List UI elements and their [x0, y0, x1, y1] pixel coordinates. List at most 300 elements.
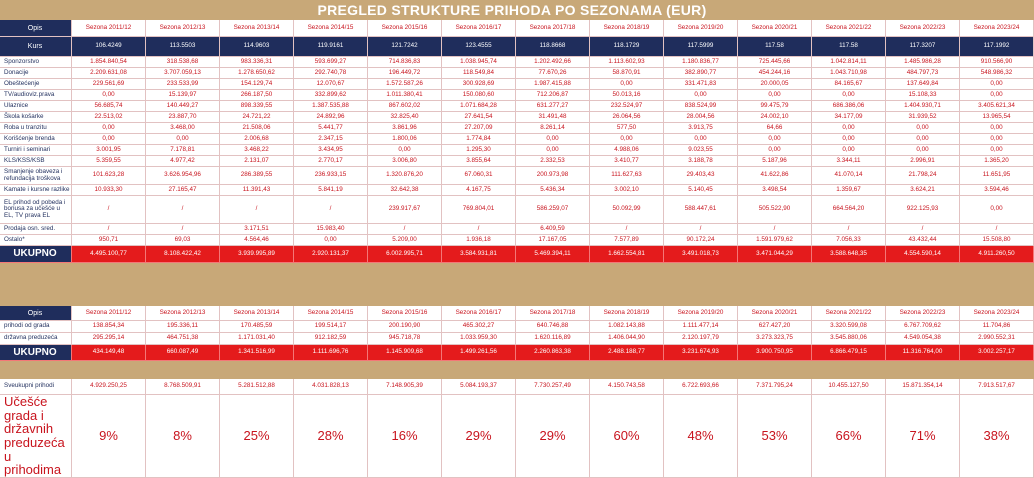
table-cell: 117.3207: [886, 37, 960, 57]
table-cell: 3.002,10: [590, 185, 664, 196]
table-cell: 229.561,69: [72, 79, 146, 90]
table-cell: 1.111.477,14: [664, 321, 738, 333]
table-cell: 67.060,31: [442, 167, 516, 185]
column-header-season: Sezona 2021/22: [812, 20, 886, 37]
column-header-season: Sezona 2012/13: [146, 306, 220, 321]
table-cell: 41.622,86: [738, 167, 812, 185]
table-cell: 5.841,19: [294, 185, 368, 196]
percent-cell: 8%: [146, 395, 220, 478]
table-cell: 34.177,09: [812, 112, 886, 123]
table-cell: 3.001,95: [72, 145, 146, 156]
table-cell: 382.890,77: [664, 68, 738, 79]
table-cell: /: [368, 224, 442, 235]
row-label: Ostalo*: [0, 235, 72, 246]
table-cell: 0,00: [812, 90, 886, 101]
table-cell: 99.475,79: [738, 101, 812, 112]
table-cell: 2.770,17: [294, 156, 368, 167]
sum-cell: 4.554.590,14: [886, 246, 960, 263]
percent-cell: 48%: [664, 395, 738, 478]
table-cell: 464.751,38: [146, 333, 220, 345]
row-label: Donacije: [0, 68, 72, 79]
table-cell: 10.455.127,50: [812, 379, 886, 395]
table-cell: 1.295,30: [442, 145, 516, 156]
sum-cell: 1.662.554,81: [590, 246, 664, 263]
sum-cell: 1.145.909,68: [368, 345, 442, 361]
sum-cell: 3.471.044,29: [738, 246, 812, 263]
table-cell: 0,00: [812, 123, 886, 134]
column-header-opis: Opis: [0, 20, 72, 37]
table-cell: 712.206,87: [516, 90, 590, 101]
sum-cell: 1.341.516,99: [220, 345, 294, 361]
table-cell: 3.320.599,08: [812, 321, 886, 333]
table-cell: 912.182,59: [294, 333, 368, 345]
table-cell: 0,00: [516, 145, 590, 156]
table-cell: 465.302,27: [442, 321, 516, 333]
column-header-season: Sezona 2019/20: [664, 20, 738, 37]
table-cell: 1.033.959,30: [442, 333, 516, 345]
table-cell: 22.513,02: [72, 112, 146, 123]
ukupno-row: [0, 345, 1034, 361]
row-label: KLS/KSS/KSB: [0, 156, 72, 167]
table-cell: 3.006,80: [368, 156, 442, 167]
column-header-season: Sezona 2023/24: [960, 306, 1034, 321]
table-cell: 9.023,55: [664, 145, 738, 156]
table-cell: 31.939,52: [886, 112, 960, 123]
table-cell: 15.108,33: [886, 90, 960, 101]
total-revenue-row: [0, 379, 1034, 395]
table-cell: 867.602,02: [368, 101, 442, 112]
table-cell: 1.365,20: [960, 156, 1034, 167]
table-cell: 7.178,81: [146, 145, 220, 156]
column-header-season: Sezona 2014/15: [294, 306, 368, 321]
table-cell: 3.468,22: [220, 145, 294, 156]
row-label: UKUPNO: [0, 345, 72, 361]
percent-cell: 71%: [886, 395, 960, 478]
row-label: EL prihod od pobeda i bonusa za učešće u EL, TV prava EL: [0, 196, 72, 224]
sum-cell: 3.491.018,73: [664, 246, 738, 263]
table-cell: /: [146, 196, 220, 224]
table-cell: 332.899,62: [294, 90, 368, 101]
sum-cell: 3.231.674,93: [664, 345, 738, 361]
sum-cell: 1.111.696,76: [294, 345, 368, 361]
table-row: [0, 90, 1034, 101]
table-cell: 84.165,67: [812, 79, 886, 90]
column-header-season: Sezona 2019/20: [664, 306, 738, 321]
table-cell: 548.986,32: [960, 68, 1034, 79]
grad-header-row: [0, 306, 1034, 321]
table-cell: 0,00: [738, 134, 812, 145]
column-header-season: Sezona 2015/16: [368, 20, 442, 37]
table-cell: 2.006,68: [220, 134, 294, 145]
table-cell: 0,00: [590, 134, 664, 145]
table-cell: 154.129,74: [220, 79, 294, 90]
table-cell: 2.120.197,79: [664, 333, 738, 345]
table-cell: 121.7242: [368, 37, 442, 57]
table-cell: 150.080,60: [442, 90, 516, 101]
row-label: Smanjenje obaveza i refundacija troškova: [0, 167, 72, 185]
table-cell: 0,00: [146, 134, 220, 145]
share-row: [0, 395, 1034, 478]
sum-cell: 3.588.648,35: [812, 246, 886, 263]
table-cell: 1.774,84: [442, 134, 516, 145]
column-header-season: Sezona 2020/21: [738, 20, 812, 37]
table-cell: 2.996,91: [886, 156, 960, 167]
table-cell: 90.172,24: [664, 235, 738, 246]
table-cell: 170.485,59: [220, 321, 294, 333]
table-cell: 769.804,01: [442, 196, 516, 224]
row-label: Škola košarke: [0, 112, 72, 123]
table-cell: 686.386,06: [812, 101, 886, 112]
table-cell: 117.58: [738, 37, 812, 57]
table-cell: 1.042.814,11: [812, 57, 886, 68]
table-cell: 138.854,34: [72, 321, 146, 333]
table-cell: 0,00: [516, 134, 590, 145]
table-cell: 1.387.535,88: [294, 101, 368, 112]
table-cell: 117.5999: [664, 37, 738, 57]
table-cell: 6.767.709,62: [886, 321, 960, 333]
table-cell: 0,00: [738, 145, 812, 156]
table-cell: 15.508,80: [960, 235, 1034, 246]
table-cell: 266.187,50: [220, 90, 294, 101]
percent-cell: 16%: [368, 395, 442, 478]
table-cell: 3.594,46: [960, 185, 1034, 196]
table-cell: 1.202.492,66: [516, 57, 590, 68]
table-cell: 15.871.354,14: [886, 379, 960, 395]
table-cell: /: [146, 224, 220, 235]
column-header-season: Sezona 2014/15: [294, 20, 368, 37]
table-cell: 11.651,95: [960, 167, 1034, 185]
sum-cell: 660.087,49: [146, 345, 220, 361]
sum-cell: 2.920.131,37: [294, 246, 368, 263]
table-cell: 0,00: [72, 134, 146, 145]
table-cell: 5.281.512,88: [220, 379, 294, 395]
table-cell: 32.825,40: [368, 112, 442, 123]
table-cell: 286.389,55: [220, 167, 294, 185]
table-cell: 43.432,44: [886, 235, 960, 246]
row-label: Sponzorstvo: [0, 57, 72, 68]
table-cell: 5.209,00: [368, 235, 442, 246]
table-cell: 50.013,16: [590, 90, 664, 101]
row-label: državna preduzeća: [0, 333, 72, 345]
table-cell: 21.798,24: [886, 167, 960, 185]
table-cell: 5.359,55: [72, 156, 146, 167]
table-row: [0, 123, 1034, 134]
row-label: Roba u tranzitu: [0, 123, 72, 134]
table-cell: 3.410,77: [590, 156, 664, 167]
column-header-season: Sezona 2020/21: [738, 306, 812, 321]
column-header-season: Sezona 2021/22: [812, 306, 886, 321]
table-cell: 13.965,54: [960, 112, 1034, 123]
table-cell: 5.084.193,37: [442, 379, 516, 395]
table-cell: /: [72, 224, 146, 235]
table-cell: 111.627,63: [590, 167, 664, 185]
sum-cell: 3.002.257,17: [960, 345, 1034, 361]
table-cell: 4.977,42: [146, 156, 220, 167]
table-cell: 0,00: [590, 79, 664, 90]
table-cell: 24.892,96: [294, 112, 368, 123]
table-cell: 5.140,45: [664, 185, 738, 196]
table-row: [0, 321, 1034, 333]
table-cell: 0,00: [812, 145, 886, 156]
column-header-season: Sezona 2022/23: [886, 20, 960, 37]
table-cell: 0,00: [72, 90, 146, 101]
column-header-season: Sezona 2015/16: [368, 306, 442, 321]
table-cell: 586.259,07: [516, 196, 590, 224]
kurs-row: [0, 37, 1034, 57]
summary-table: [0, 379, 1034, 478]
table-cell: 0,00: [960, 196, 1034, 224]
table-cell: 64,66: [738, 123, 812, 134]
table-cell: 1.620.116,89: [516, 333, 590, 345]
table-cell: 117.1992: [960, 37, 1034, 57]
table-cell: 7.577,89: [590, 235, 664, 246]
row-label: TV/audiovіz.prava: [0, 90, 72, 101]
table-cell: 10.933,30: [72, 185, 146, 196]
table-cell: 119.9161: [294, 37, 368, 57]
table-cell: 3.861,96: [368, 123, 442, 134]
revenue-structure-table: [0, 20, 1034, 263]
table-cell: 118.8668: [516, 37, 590, 57]
table-cell: 983.336,31: [220, 57, 294, 68]
table-row: [0, 101, 1034, 112]
table-cell: 4.150.743,58: [590, 379, 664, 395]
table-cell: 1.113.602,93: [590, 57, 664, 68]
table-row: [0, 112, 1034, 123]
sum-cell: 6.866.479,15: [812, 345, 886, 361]
table-cell: 1.404.930,71: [886, 101, 960, 112]
table-cell: 7.148.905,39: [368, 379, 442, 395]
table-cell: 725.445,66: [738, 57, 812, 68]
table-cell: /: [738, 224, 812, 235]
percent-cell: 60%: [590, 395, 664, 478]
table-cell: 118.549,84: [442, 68, 516, 79]
table-cell: 318.538,68: [146, 57, 220, 68]
table-cell: 15.983,40: [294, 224, 368, 235]
table-cell: 117.58: [812, 37, 886, 57]
table-row: [0, 134, 1034, 145]
main-header-row: [0, 20, 1034, 37]
table-cell: 3.913,75: [664, 123, 738, 134]
table-cell: 2.209.631,08: [72, 68, 146, 79]
table-cell: 4.549.054,38: [886, 333, 960, 345]
table-cell: 101.623,28: [72, 167, 146, 185]
table-row: [0, 196, 1034, 224]
table-cell: 195.336,11: [146, 321, 220, 333]
column-header-season: Sezona 2018/19: [590, 20, 664, 37]
table-row: [0, 156, 1034, 167]
table-cell: 29.403,43: [664, 167, 738, 185]
table-cell: 199.514,17: [294, 321, 368, 333]
table-cell: 4.564,46: [220, 235, 294, 246]
table-cell: 0,00: [960, 90, 1034, 101]
table-cell: 922.125,93: [886, 196, 960, 224]
table-cell: 31.491,48: [516, 112, 590, 123]
table-cell: 123.4555: [442, 37, 516, 57]
table-cell: 32.642,38: [368, 185, 442, 196]
table-cell: 0,00: [886, 123, 960, 134]
table-cell: 5.187,96: [738, 156, 812, 167]
table-cell: 26.064,56: [590, 112, 664, 123]
table-cell: 56.685,74: [72, 101, 146, 112]
table-cell: 140.449,27: [146, 101, 220, 112]
table-cell: /: [812, 224, 886, 235]
table-cell: 714.836,83: [368, 57, 442, 68]
column-header-season: Sezona 2018/19: [590, 306, 664, 321]
table-cell: 113.5503: [146, 37, 220, 57]
table-cell: /: [664, 224, 738, 235]
table-cell: 1.171.031,40: [220, 333, 294, 345]
table-cell: 4.929.250,25: [72, 379, 146, 395]
percent-cell: 66%: [812, 395, 886, 478]
row-label: Ulaznice: [0, 101, 72, 112]
table-cell: 1.180.836,77: [664, 57, 738, 68]
table-cell: 1.800,06: [368, 134, 442, 145]
table-cell: 3.405.621,34: [960, 101, 1034, 112]
table-cell: 945.718,78: [368, 333, 442, 345]
table-cell: 4.031.828,13: [294, 379, 368, 395]
table-cell: 50.092,99: [590, 196, 664, 224]
column-header-season: Sezona 2017/18: [516, 306, 590, 321]
percent-cell: 28%: [294, 395, 368, 478]
table-cell: /: [294, 196, 368, 224]
table-cell: 0,00: [886, 145, 960, 156]
table-cell: 15.139,97: [146, 90, 220, 101]
table-cell: 1.854.840,54: [72, 57, 146, 68]
table-cell: 0,00: [664, 134, 738, 145]
table-cell: 11.704,86: [960, 321, 1034, 333]
sum-cell: 434.149,48: [72, 345, 146, 361]
table-cell: 3.855,64: [442, 156, 516, 167]
table-cell: 17.167,05: [516, 235, 590, 246]
table-row: [0, 224, 1034, 235]
table-cell: 1.082.143,88: [590, 321, 664, 333]
percent-cell: 29%: [442, 395, 516, 478]
table-cell: /: [960, 224, 1034, 235]
sum-cell: 4.495.100,77: [72, 246, 146, 263]
table-cell: 3.626.954,96: [146, 167, 220, 185]
table-cell: 1.071.684,28: [442, 101, 516, 112]
column-header-opis: Opis: [0, 306, 72, 321]
table-cell: 27.207,09: [442, 123, 516, 134]
table-cell: 200.190,90: [368, 321, 442, 333]
row-label: prihodi od grada: [0, 321, 72, 333]
sum-cell: 4.911.260,50: [960, 246, 1034, 263]
table-cell: 910.566,90: [960, 57, 1034, 68]
percent-cell: 29%: [516, 395, 590, 478]
table-cell: 69,03: [146, 235, 220, 246]
percent-cell: 38%: [960, 395, 1034, 478]
table-row: [0, 235, 1034, 246]
sum-cell: 3.939.995,89: [220, 246, 294, 263]
table-row: [0, 185, 1034, 196]
table-cell: 0,00: [960, 145, 1034, 156]
row-label: Prodaja osn. sred.: [0, 224, 72, 235]
table-cell: 292.740,78: [294, 68, 368, 79]
column-header-season: Sezona 2023/24: [960, 20, 1034, 37]
table-cell: 27.165,47: [146, 185, 220, 196]
table-cell: 3.707.059,13: [146, 68, 220, 79]
table-cell: 239.917,67: [368, 196, 442, 224]
column-header-season: Sezona 2022/23: [886, 306, 960, 321]
table-cell: 1.987.415,88: [516, 79, 590, 90]
column-header-season: Sezona 2016/17: [442, 306, 516, 321]
row-label: Učešće grada i državnih preduzeća u prihodima: [0, 395, 72, 478]
page-title: PREGLED STRUKTURE PRIHODA PO SEZONAMA (EUR): [317, 2, 707, 18]
row-label: Turniri i seminari: [0, 145, 72, 156]
table-cell: 1.591.979,62: [738, 235, 812, 246]
table-cell: 200.973,98: [516, 167, 590, 185]
table-cell: 7.371.795,24: [738, 379, 812, 395]
table-cell: 1.038.945,74: [442, 57, 516, 68]
table-cell: 28.004,56: [664, 112, 738, 123]
table-cell: 11.391,43: [220, 185, 294, 196]
table-cell: /: [886, 224, 960, 235]
table-cell: 24.721,22: [220, 112, 294, 123]
column-header-season: Sezona 2016/17: [442, 20, 516, 37]
row-label: Kurs: [0, 37, 72, 57]
table-cell: 8.768.509,91: [146, 379, 220, 395]
table-cell: 6.409,59: [516, 224, 590, 235]
sum-cell: 6.002.995,71: [368, 246, 442, 263]
sum-cell: 3.900.750,95: [738, 345, 812, 361]
table-cell: 12.070,67: [294, 79, 368, 90]
table-cell: 1.572.587,26: [368, 79, 442, 90]
table-cell: 1.043.710,98: [812, 68, 886, 79]
table-cell: 3.344,11: [812, 156, 886, 167]
table-cell: 3.498,54: [738, 185, 812, 196]
table-cell: 196.449,72: [368, 68, 442, 79]
table-cell: 640.746,88: [516, 321, 590, 333]
table-cell: /: [442, 224, 516, 235]
table-cell: 114.9603: [220, 37, 294, 57]
table-cell: 2.131,07: [220, 156, 294, 167]
table-cell: 1.011.380,41: [368, 90, 442, 101]
table-cell: 950,71: [72, 235, 146, 246]
table-cell: 1.936,18: [442, 235, 516, 246]
table-cell: 0,00: [960, 134, 1034, 145]
column-header-season: Sezona 2011/12: [72, 306, 146, 321]
row-label: Obeštećenje: [0, 79, 72, 90]
table-cell: 577,50: [590, 123, 664, 134]
table-row: [0, 333, 1034, 345]
table-cell: 627.427,20: [738, 321, 812, 333]
table-cell: 3.468,00: [146, 123, 220, 134]
table-cell: 631.277,27: [516, 101, 590, 112]
row-label: UKUPNO: [0, 246, 72, 263]
table-row: [0, 167, 1034, 185]
table-cell: 0,00: [368, 145, 442, 156]
sum-cell: 3.584.931,81: [442, 246, 516, 263]
sum-cell: 2.488.188,77: [590, 345, 664, 361]
table-cell: 27.641,54: [442, 112, 516, 123]
table-cell: /: [220, 196, 294, 224]
table-cell: 0,00: [664, 90, 738, 101]
table-cell: /: [590, 224, 664, 235]
table-cell: 295.295,14: [72, 333, 146, 345]
table-cell: 232.524,97: [590, 101, 664, 112]
table-cell: 58.870,91: [590, 68, 664, 79]
percent-cell: 53%: [738, 395, 812, 478]
table-cell: 300.928,69: [442, 79, 516, 90]
table-cell: 106.4249: [72, 37, 146, 57]
table-cell: 2.990.552,31: [960, 333, 1034, 345]
table-cell: /: [72, 196, 146, 224]
table-cell: 1.359,67: [812, 185, 886, 196]
table-cell: 3.545.880,06: [812, 333, 886, 345]
table-row: [0, 57, 1034, 68]
table-cell: 1.485.986,28: [886, 57, 960, 68]
table-cell: 24.002,10: [738, 112, 812, 123]
